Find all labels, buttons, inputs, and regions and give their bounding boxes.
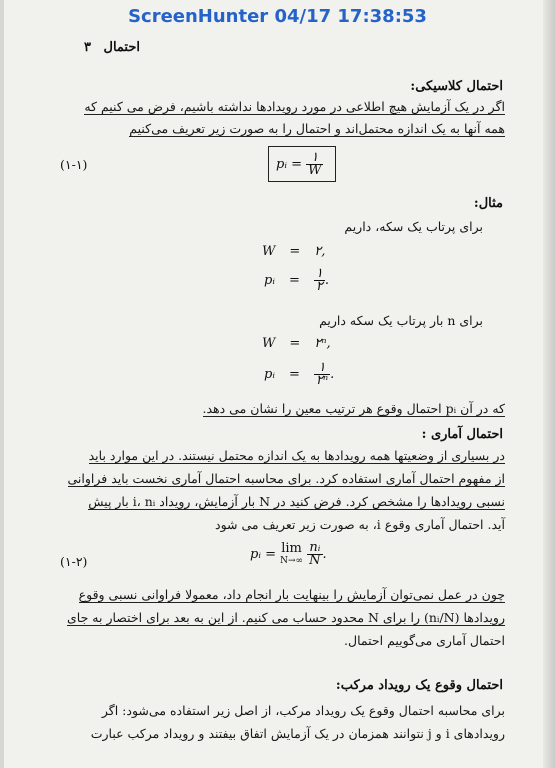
- heading-statistical: احتمال آماری :: [421, 427, 503, 442]
- equation-1-1: pᵢ = $\frac{۱}{W}$: [276, 150, 322, 178]
- example-coin-n: برای n بار پرتاب یک سکه داریم: [319, 313, 483, 328]
- equation-w: W = ۲,: [262, 244, 326, 259]
- statistical-line-3: نسبی رویدادها را مشخص کرد. فرض کنید در N بار آزمایش، رویداد i، nᵢ بار پیش: [88, 494, 505, 509]
- equation-label-1-2: (۱-۲): [60, 554, 88, 569]
- example-coin-once: برای پرتاب یک سکه، داریم: [344, 219, 483, 234]
- equation-pn: pᵢ = $\frac{۱}{\text{۲ⁿ}}$ .: [264, 360, 335, 388]
- page-gutter-shadow: [0, 0, 4, 768]
- compound-line-2: رویدادهای i و j نتوانند همزمان در یک آزمایش اتفاق بیفتند و رویداد مرکب عبارت: [90, 726, 505, 741]
- equation-label-1-1: (۱-۱): [60, 157, 88, 172]
- statistical-line-7: احتمال آماری می‌گوییم احتمال.: [344, 633, 505, 648]
- statistical-line-5: چون در عمل نمی‌توان آزمایش را بینهایت بار انجام داد، معمولا فراوانی نسبی وقوع: [78, 587, 505, 602]
- compound-line-1: برای محاسبه احتمال وقوع یک رویداد مرکب، از اصل زیر استفاده می‌شود: اگر: [101, 703, 505, 718]
- statistical-line-1: در بسیاری از وضعیتها همه رویدادها به یک اندازه محتمل نیستند. در این موارد باید: [88, 448, 505, 463]
- page-number: ۳: [83, 40, 91, 55]
- page-edge-shadow: [543, 0, 555, 768]
- equation-1-2: pᵢ = lim N→∞ $\frac{\text{nᵢ}}{N}$ .: [250, 540, 327, 568]
- equation-p: pᵢ = $\frac{۱}{۲}$ .: [264, 266, 329, 294]
- statistical-line-4: آید. احتمال آماری وقوع i، به صورت زیر تعریف می شود: [215, 517, 505, 532]
- page-header: [60, 40, 140, 55]
- page-header-title: احتمال: [103, 40, 140, 55]
- screenhunter-watermark: ScreenHunter 04/17 17:38:53: [128, 6, 427, 27]
- equation-wn: W = ۲ⁿ,: [262, 336, 331, 351]
- heading-classical: احتمال کلاسیکی:: [410, 79, 503, 94]
- heading-example: مثال:: [473, 196, 503, 211]
- heading-compound: احتمال وقوع یک رویداد مرکب:: [335, 678, 503, 693]
- classical-line-2: همه آنها به یک اندازه محتمل‌اند و احتمال را به صورت زیر تعریف می‌کنیم: [129, 121, 505, 136]
- statistical-line-2: از مفهوم احتمال آماری استفاده کرد. برای محاسبه احتمال آماری نخست باید فراوانی: [67, 471, 505, 486]
- classical-line-1: اگر در یک آزمایش هیچ اطلاعی در مورد رویدادها نداشته باشیم، فرض می کنیم که: [84, 99, 505, 114]
- example-conclusion: که در آن pᵢ احتمال وقوع هر ترتیب معین را نشان می دهد.: [202, 401, 505, 416]
- statistical-line-6: رویدادها (nᵢ/N) را برای N محدود حساب می کنیم. از این به بعد برای اختصار به جای: [67, 610, 505, 625]
